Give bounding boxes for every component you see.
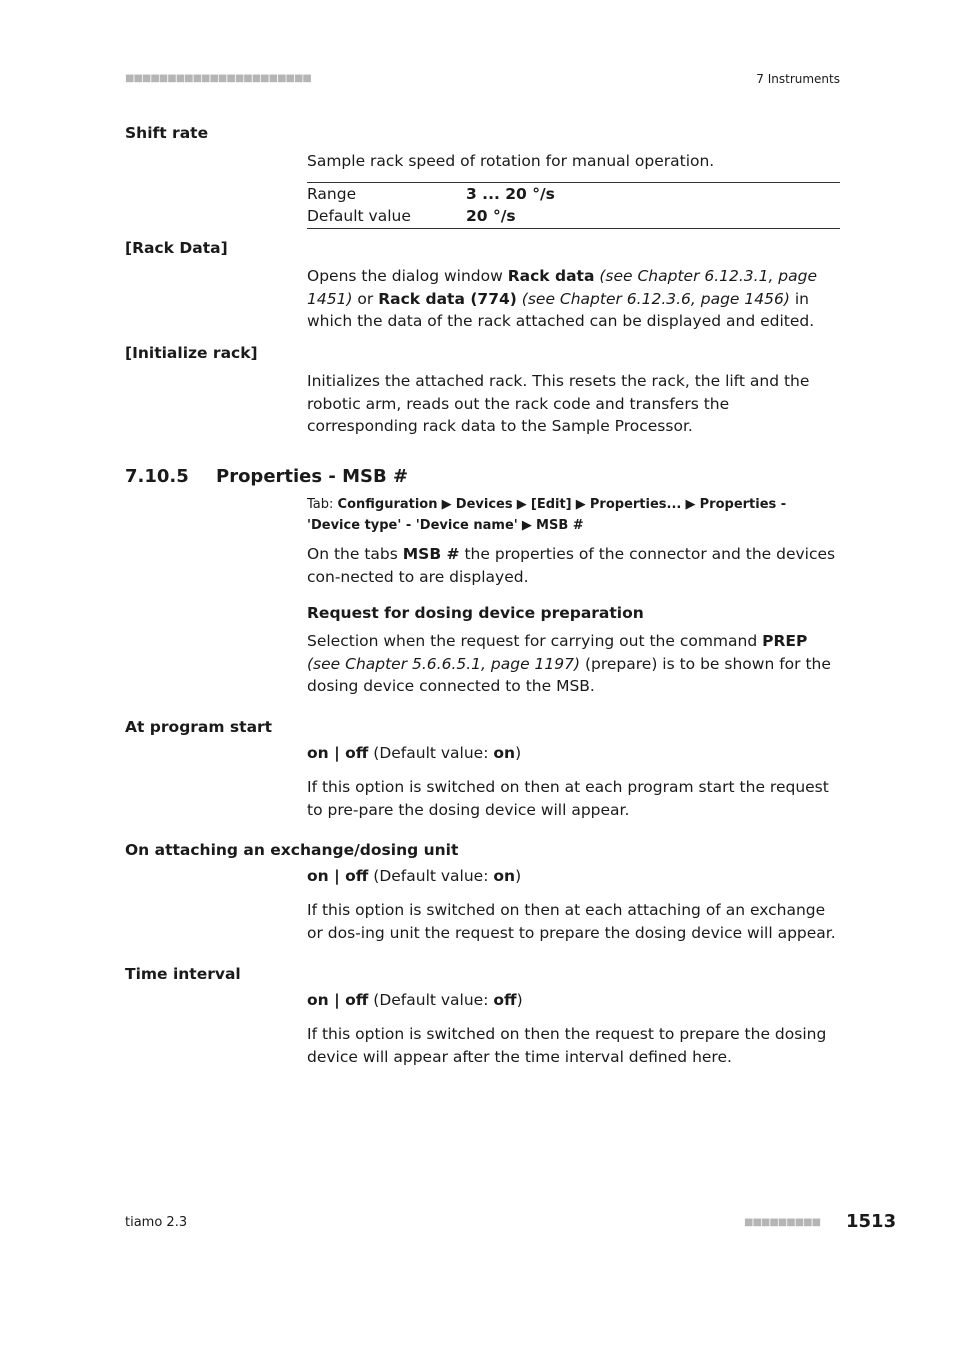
term-shift-rate: Shift rate: [125, 124, 209, 142]
option-values: on | off (Default value: on): [307, 744, 522, 762]
option-description: If this option is switched on then at each attaching of an exchange or dos-ing unit the request to prepare the dosing device will appear.: [307, 901, 836, 942]
request-description: Selection when the request for carrying out the command PREP (see Chapter 5.6.6.5.1, page 1197) (prepare) is to be shown for the dosing device connected to the MSB.: [307, 632, 831, 695]
term-initialize-rack: [Initialize rack]: [125, 344, 258, 362]
option-values: on | off (Default value: on): [307, 867, 522, 885]
rack-data-description: Opens the dialog window Rack data (see Chapter 6.12.3.1, page 1451) or Rack data (774) (see Chapter 6.12.3.6, page 1456) in which the data of the rack attached can be displayed and edited.: [307, 267, 818, 330]
arrow-icon: ▶: [516, 497, 527, 512]
section-intro: On the tabs MSB # the properties of the connector and the devices con-nected to are displayed.: [307, 545, 836, 586]
rack-data-774-link[interactable]: (see Chapter 6.12.3.6, page 1456): [516, 289, 790, 308]
term-at-program-start: At program start: [125, 718, 273, 736]
table-value-range: 3 ... 20 °/s: [466, 185, 555, 203]
rack-data-link[interactable]: (see Chapter 6.12.3.1, page 1451): [307, 267, 818, 308]
page-number: 1513: [846, 1211, 897, 1232]
arrow-icon: ▶: [521, 518, 532, 533]
footer-product: tiamo 2.3: [125, 1215, 188, 1230]
arrow-icon: ▶: [441, 497, 452, 512]
footer-decoration: ■■■■■■■■■: [744, 1217, 821, 1228]
arrow-icon: ▶: [685, 497, 696, 512]
header-decoration: ■■■■■■■■■■■■■■■■■■■■■■: [125, 73, 311, 84]
prep-link[interactable]: (see Chapter 5.6.6.5.1, page 1197): [307, 654, 581, 673]
table-top-rule: [307, 182, 840, 183]
table-value-default: 20 °/s: [466, 207, 516, 225]
subheading-request: Request for dosing device preparation: [307, 604, 644, 622]
section-title: Properties - MSB #: [216, 466, 409, 487]
section-number: 7.10.5: [125, 466, 189, 487]
option-description: If this option is switched on then the request to prepare the dosing device will appear after the time interval defined here.: [307, 1025, 827, 1066]
option-values: on | off (Default value: off): [307, 991, 523, 1009]
table-bottom-rule: [307, 228, 840, 229]
option-description: If this option is switched on then at each program start the request to pre-pare the dosing device will appear.: [307, 778, 829, 819]
table-label-default: Default value: [307, 207, 411, 225]
arrow-icon: ▶: [575, 497, 586, 512]
running-header-chapter: 7 Instruments: [756, 72, 840, 86]
initialize-rack-description: Initializes the attached rack. This resets the rack, the lift and the robotic arm, reads out the rack code and transfers the corresponding rack data to the Sample Processor.: [307, 372, 810, 435]
table-label-range: Range: [307, 185, 357, 203]
shift-rate-description: Sample rack speed of rotation for manual operation.: [307, 152, 715, 170]
term-time-interval: Time interval: [125, 965, 241, 983]
term-on-attaching-unit: On attaching an exchange/dosing unit: [125, 841, 459, 859]
tab-navigation-path: Tab: Configuration ▶ Devices ▶ [Edit] ▶ Properties... ▶ Properties - 'Device type' - 'Device name' ▶ MSB #: [307, 497, 787, 533]
term-rack-data: [Rack Data]: [125, 239, 228, 257]
